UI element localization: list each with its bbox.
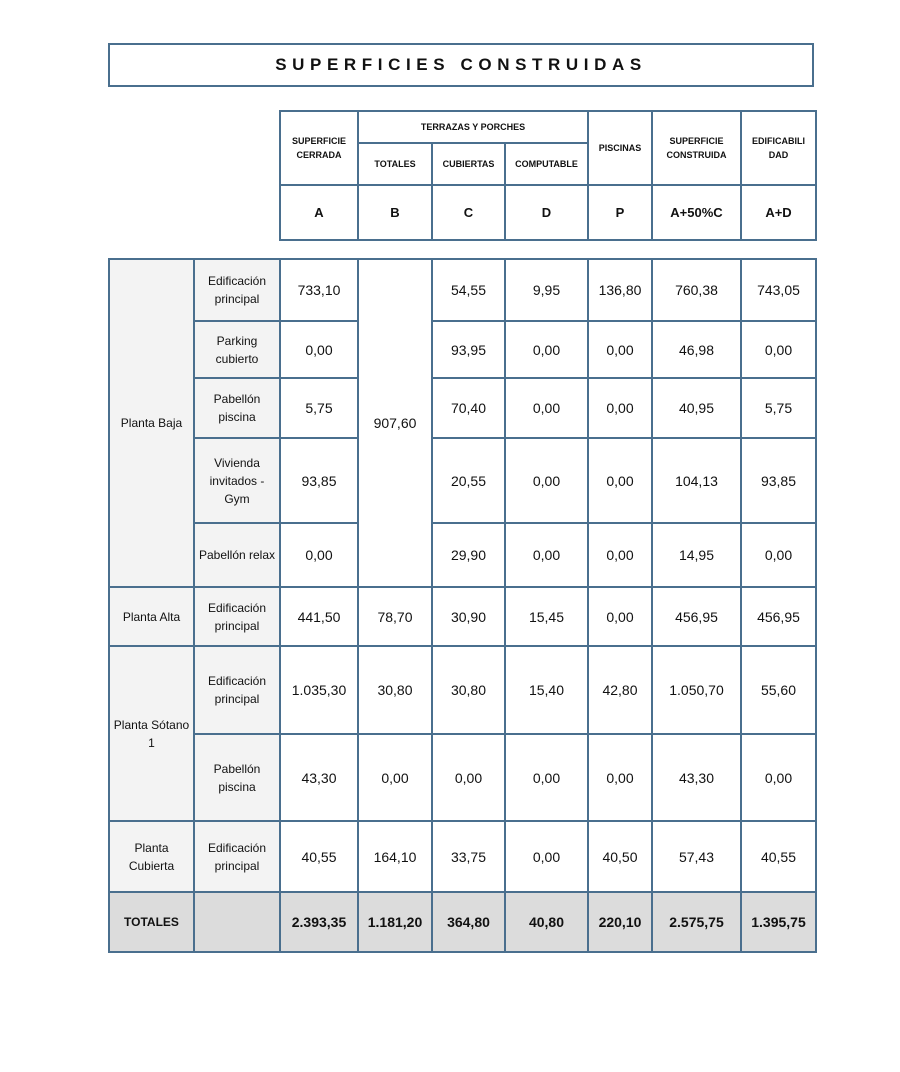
row-label: Pabellón piscina: [194, 378, 280, 438]
cell-sc: 14,95: [652, 523, 741, 587]
section-label-planta-sotano: Planta Sótano 1: [109, 646, 194, 821]
cell-d: 15,45: [505, 587, 588, 646]
totals-empty-cell: [194, 892, 280, 952]
total-ed: 1.395,75: [741, 892, 816, 952]
cell-p: 40,50: [588, 821, 652, 892]
cell-p: 0,00: [588, 587, 652, 646]
row-label: Vivienda invitados - Gym: [194, 438, 280, 523]
total-c: 364,80: [432, 892, 505, 952]
cell-a: 733,10: [280, 259, 358, 321]
cell-sc: 40,95: [652, 378, 741, 438]
cell-c: 70,40: [432, 378, 505, 438]
cell-c: 29,90: [432, 523, 505, 587]
total-d: 40,80: [505, 892, 588, 952]
title-box: [108, 43, 814, 87]
header-letter: P: [588, 185, 652, 240]
row-label: Edificación principal: [194, 587, 280, 646]
cell-a: 0,00: [280, 321, 358, 378]
cell-b: 30,80: [358, 646, 432, 734]
total-b: 1.181,20: [358, 892, 432, 952]
cell-a: 93,85: [280, 438, 358, 523]
cell-sc: 760,38: [652, 259, 741, 321]
header-piscinas: PISCINAS: [588, 111, 652, 185]
cell-ed: 0,00: [741, 523, 816, 587]
section-label-planta-alta: Planta Alta: [109, 587, 194, 646]
table-row: [109, 321, 816, 378]
row-label: Edificación principal: [194, 646, 280, 734]
total-sc: 2.575,75: [652, 892, 741, 952]
cell-ed: 93,85: [741, 438, 816, 523]
cell-sc: 46,98: [652, 321, 741, 378]
cell-d: 0,00: [505, 734, 588, 821]
cell-ed: 0,00: [741, 734, 816, 821]
cell-a: 40,55: [280, 821, 358, 892]
cell-ed: 743,05: [741, 259, 816, 321]
header-superficie-construida: SUPERFICIE CONSTRUIDA: [652, 111, 741, 185]
cell-p: 0,00: [588, 734, 652, 821]
cell-a: 441,50: [280, 587, 358, 646]
table-row: [109, 734, 816, 821]
header-letter: A+50%C: [652, 185, 741, 240]
header-cubiertas: CUBIERTAS: [432, 143, 505, 185]
cell-p: 0,00: [588, 523, 652, 587]
cell-d: 15,40: [505, 646, 588, 734]
cell-d: 0,00: [505, 821, 588, 892]
cell-a: 5,75: [280, 378, 358, 438]
row-label: Pabellón piscina: [194, 734, 280, 821]
cell-a: 43,30: [280, 734, 358, 821]
surfaces-table: [108, 258, 817, 953]
cell-b: 0,00: [358, 734, 432, 821]
row-label: Edificación principal: [194, 259, 280, 321]
cell-ed: 456,95: [741, 587, 816, 646]
table-row: [109, 438, 816, 523]
cell-a: 0,00: [280, 523, 358, 587]
cell-p: 0,00: [588, 378, 652, 438]
cell-d: 9,95: [505, 259, 588, 321]
cell-ed: 0,00: [741, 321, 816, 378]
cell-ed: 40,55: [741, 821, 816, 892]
row-label: Parking cubierto: [194, 321, 280, 378]
header-letter: A: [280, 185, 358, 240]
cell-b-planta-baja: 907,60: [358, 259, 432, 587]
cell-b: 78,70: [358, 587, 432, 646]
cell-a: 1.035,30: [280, 646, 358, 734]
section-label-planta-cubierta: Planta Cubierta: [109, 821, 194, 892]
table-row: [109, 378, 816, 438]
cell-sc: 456,95: [652, 587, 741, 646]
header-letter: C: [432, 185, 505, 240]
header-terrazas-y-porches: TERRAZAS Y PORCHES: [358, 111, 588, 143]
cell-sc: 43,30: [652, 734, 741, 821]
cell-b: 164,10: [358, 821, 432, 892]
header-totales: TOTALES: [358, 143, 432, 185]
cell-d: 0,00: [505, 321, 588, 378]
cell-c: 93,95: [432, 321, 505, 378]
cell-c: 0,00: [432, 734, 505, 821]
cell-p: 136,80: [588, 259, 652, 321]
cell-sc: 104,13: [652, 438, 741, 523]
header-edificabilidad: EDIFICABILI DAD: [741, 111, 816, 185]
header-table: [279, 110, 817, 241]
header-letter: B: [358, 185, 432, 240]
cell-ed: 55,60: [741, 646, 816, 734]
table-row: [109, 587, 816, 646]
cell-p: 0,00: [588, 438, 652, 523]
table-row: [109, 259, 816, 321]
cell-d: 0,00: [505, 438, 588, 523]
totals-label: TOTALES: [109, 892, 194, 952]
total-a: 2.393,35: [280, 892, 358, 952]
header-computable: COMPUTABLE: [505, 143, 588, 185]
header-letter: A+D: [741, 185, 816, 240]
cell-d: 0,00: [505, 378, 588, 438]
header-letter: D: [505, 185, 588, 240]
cell-c: 30,80: [432, 646, 505, 734]
table-row: [109, 523, 816, 587]
cell-p: 0,00: [588, 321, 652, 378]
row-label: Edificación principal: [194, 821, 280, 892]
cell-c: 33,75: [432, 821, 505, 892]
cell-ed: 5,75: [741, 378, 816, 438]
cell-sc: 1.050,70: [652, 646, 741, 734]
cell-c: 20,55: [432, 438, 505, 523]
cell-p: 42,80: [588, 646, 652, 734]
totals-row: [109, 892, 816, 952]
table-row: [109, 821, 816, 892]
cell-c: 30,90: [432, 587, 505, 646]
cell-c: 54,55: [432, 259, 505, 321]
table-row: [109, 646, 816, 734]
header-superficie-cerrada: SUPERFICIE CERRADA: [280, 111, 358, 185]
cell-sc: 57,43: [652, 821, 741, 892]
total-p: 220,10: [588, 892, 652, 952]
cell-d: 0,00: [505, 523, 588, 587]
section-label-planta-baja: Planta Baja: [109, 259, 194, 587]
page-title: SUPERFICIES CONSTRUIDAS: [275, 55, 647, 74]
row-label: Pabellón relax: [194, 523, 280, 587]
